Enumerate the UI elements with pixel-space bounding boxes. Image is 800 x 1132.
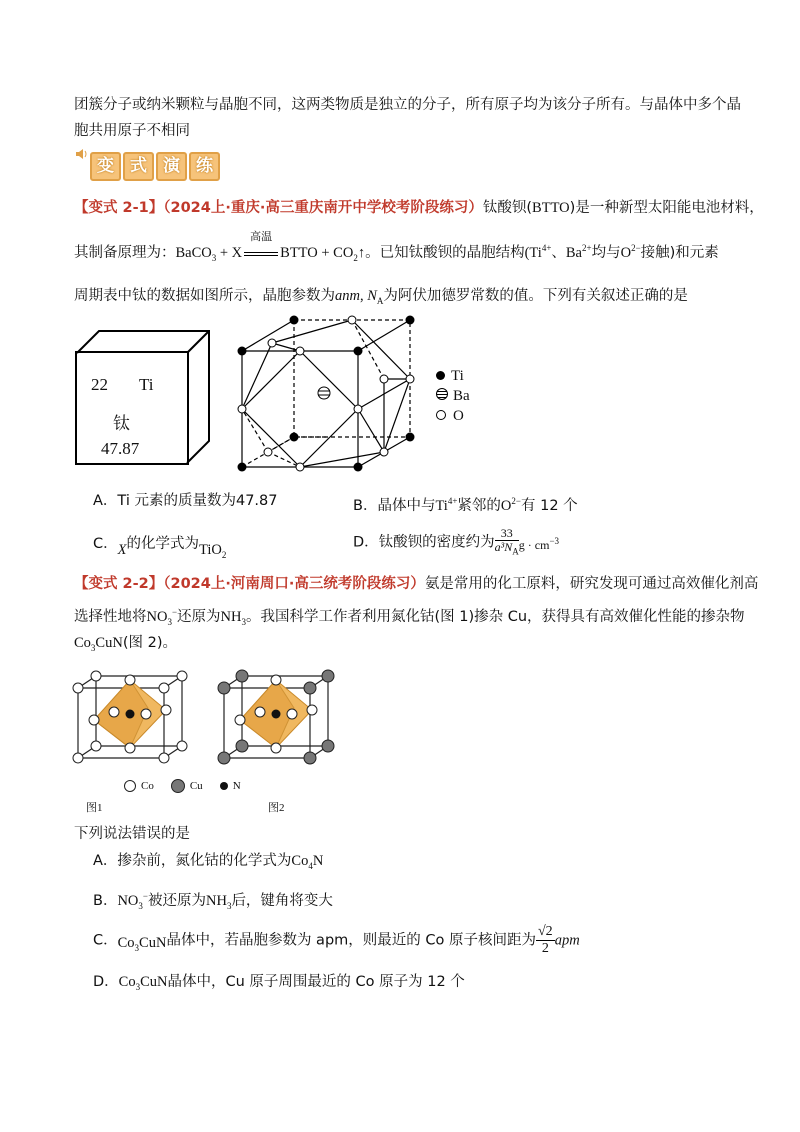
q1-option-a[interactable]: A．Ti 元素的质量数为47.87 bbox=[93, 493, 278, 509]
atomic-number: 22 bbox=[91, 375, 108, 394]
intro-line-1: 团簇分子或纳米颗粒与晶胞不同，这两类物质是独立的分子，所有原子均为该分子所有。与晶体中多个晶 bbox=[74, 97, 741, 113]
practice-banner bbox=[90, 152, 220, 181]
atomic-mass: 47.87 bbox=[101, 439, 140, 458]
q1-option-b[interactable]: B．晶体中与$Ti^{4+}$紧邻的$O^{2-}$有 12 个 bbox=[353, 496, 578, 514]
q2-prompt: 下列说法错误的是 bbox=[74, 826, 190, 842]
element-card bbox=[75, 351, 189, 465]
legend-ti: Ti bbox=[436, 366, 470, 386]
q1-legend bbox=[436, 366, 470, 426]
q1-option-c[interactable]: C．X的化学式为TiO$_2$ bbox=[93, 536, 227, 560]
speaker-icon bbox=[74, 146, 88, 165]
fig1-caption: 图1 bbox=[86, 802, 103, 814]
q2-option-c[interactable]: C．$Co_3CuN$晶体中，若晶胞参数为 apm，则最近的 Co 原子核间距为 $\frac{√2}{2}$ apm bbox=[93, 924, 580, 956]
q1-tag: 【变式 2-1】 bbox=[74, 200, 164, 216]
banner-char: 演 bbox=[156, 152, 187, 181]
element-symbol: Ti bbox=[139, 375, 154, 394]
q1-line-1 bbox=[74, 198, 764, 218]
q2-option-d[interactable]: D．$Co_3CuN$晶体中，Cu 原子周围最近的 Co 原子为 12 个 bbox=[93, 974, 465, 992]
q2-line-1 bbox=[74, 574, 758, 594]
legend-o: O bbox=[436, 406, 470, 426]
intro-line-2: 胞共用原子不相同 bbox=[74, 123, 190, 139]
q2-source: （2024上·河南周口·高三统考阶段练习） bbox=[163, 576, 425, 592]
q1-text: 均与 bbox=[591, 244, 621, 261]
q2-line-2: 选择性地将$NO_3^-$还原为$NH_3$。我国科学工作者利用氮化钴(图 1)掺杂 Cu，获得具有高效催化性能的掺杂物 bbox=[74, 607, 745, 627]
banner-char: 变 bbox=[90, 152, 121, 181]
q1-text: )是一种新型太阳能电池材料， bbox=[569, 200, 764, 216]
q2-line-3: $Co_3CuN$(图 2)。 bbox=[74, 635, 177, 653]
fig2-caption: 图2 bbox=[268, 802, 285, 814]
element-box-3d bbox=[75, 329, 210, 465]
q2-tag: 【变式 2-2】 bbox=[74, 576, 164, 592]
reaction-condition: 高温 bbox=[250, 230, 273, 243]
reaction-equation: BaCO$_3$ + X 高温 BTTO + $CO_2↑$ bbox=[176, 245, 366, 261]
btto-unit-cell-diagram bbox=[232, 315, 427, 475]
btto: BTTO bbox=[532, 200, 570, 216]
q2-option-b[interactable]: B．$NO_3^-$被还原为$NH_3$后，键角将变大 bbox=[93, 891, 333, 911]
q1-source: （2024上·重庆·高三重庆南开中学校考阶段练习） bbox=[163, 200, 483, 216]
banner-char: 练 bbox=[189, 152, 220, 181]
q1-line-2: 其制备原理为：BaCO$_3$ + X 高温 BTTO + $CO_2↑$。已知钛酸钡的晶胞结构($Ti^{4+}$、$Ba^{2+}$均与$O^{2-}$接触)和元素 bbox=[74, 238, 719, 268]
q1-text: 周期表中钛的数据如图所示，晶胞参数为 bbox=[74, 288, 335, 304]
q2-legend bbox=[124, 779, 241, 793]
q2-text: 氨是常用的化工原料，研究发现可通过高效催化剂高 bbox=[424, 576, 759, 592]
banner-char: 式 bbox=[123, 152, 154, 181]
fig2-doped-cell bbox=[216, 668, 336, 768]
legend-n: N bbox=[232, 780, 241, 792]
q1-line-3: 周期表中钛的数据如图所示，晶胞参数为anm, $N_A$为阿伏加德罗常数的值。下列有关叙述正确的是 bbox=[74, 288, 688, 306]
q1-text: 为阿伏加德罗常数的值。下列有关叙述正确的是 bbox=[383, 288, 688, 304]
element-name: 钛 bbox=[113, 414, 130, 434]
q1-option-d[interactable]: D．钛酸钡的密度约为 $\frac{33}{a^3N_A}$ $g \cdot cm^{-3}$ bbox=[353, 526, 560, 557]
q1-text: 其制备原理为： bbox=[74, 244, 176, 261]
legend-cu: Cu bbox=[189, 780, 203, 792]
fig1-cobalt-nitride-cell bbox=[70, 668, 190, 768]
legend-co: Co bbox=[141, 780, 154, 792]
legend-ba: Ba bbox=[436, 386, 470, 406]
q1-text: 。已知钛酸钡的晶胞结构 bbox=[365, 244, 525, 261]
q2-option-a[interactable]: A．掺杂前，氮化钴的化学式为$Co_4N$ bbox=[93, 853, 324, 871]
q1-text: 钛酸钡( bbox=[482, 200, 533, 216]
q1-text: 接触)和元素 bbox=[640, 244, 719, 261]
